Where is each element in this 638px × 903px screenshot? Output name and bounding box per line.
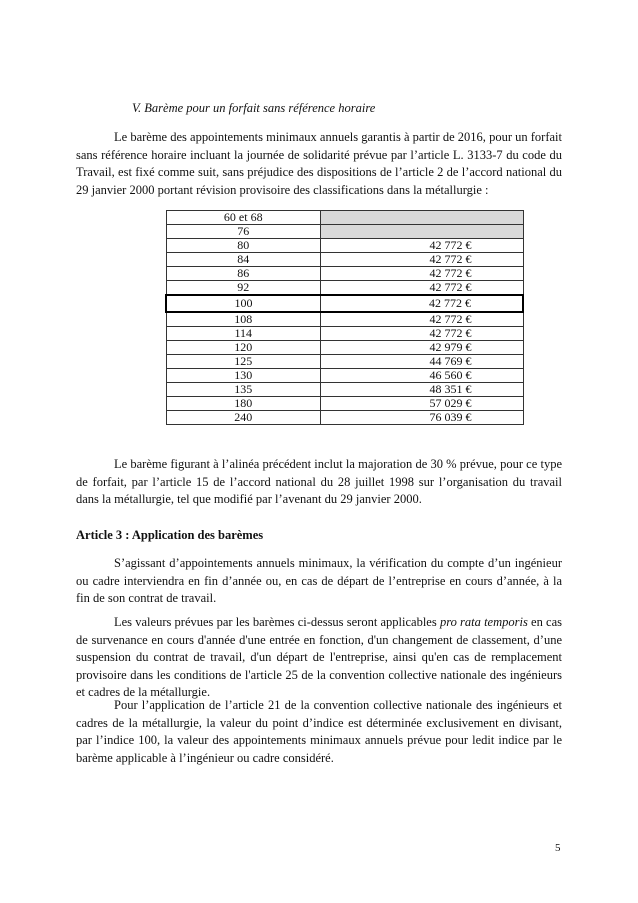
amount-cell	[321, 211, 524, 225]
index-cell: 76	[166, 225, 321, 239]
amount-cell: 42 979 €	[321, 341, 524, 355]
index-cell: 86	[166, 267, 321, 281]
amount-cell: 42 772 €	[321, 281, 524, 296]
article-paragraph-2	[76, 614, 562, 702]
page-number: 5	[555, 842, 561, 854]
index-cell: 108	[166, 312, 321, 327]
table-row	[166, 341, 523, 355]
table-row	[166, 281, 523, 296]
index-cell: 240	[166, 411, 321, 425]
intro-text: Le barème des appointements minimaux annuels garantis à partir de 2016, pour un forfait sans référence horaire incluant la journée de solidarité prévue par l’article L. 3133-7 du code du Travail, est fixé comme suit, sans préjudice des dispositions de l’article 2 de l’accord national du 29 janvier 2000 portant révision provisoire des classifications dans la métallurgie :	[76, 130, 562, 197]
index-cell: 60 et 68	[166, 211, 321, 225]
table-row	[166, 211, 523, 225]
majoration-paragraph	[76, 456, 562, 509]
index-cell: 120	[166, 341, 321, 355]
index-cell: 84	[166, 253, 321, 267]
table-row	[166, 267, 523, 281]
table-row-highlighted	[166, 295, 523, 312]
index-cell: 114	[166, 327, 321, 341]
table-row	[166, 312, 523, 327]
amount-cell: 42 772 €	[321, 253, 524, 267]
table-row	[166, 253, 523, 267]
table-row	[166, 225, 523, 239]
amount-cell: 42 772 €	[321, 327, 524, 341]
index-cell: 100	[166, 295, 321, 312]
article-p2-text-after: en cas de survenance en cours d'année d'une entrée en fonction, d'un changement de classement, d’une suspension du contrat de travail, d'un départ de l'entreprise, ainsi qu'en cas de remplacement provisoire dans les conditions de l'article 25 de la convention collective nationale des ingénieurs et cadres de la métallurgie.	[76, 615, 563, 699]
majoration-text: Le barème figurant à l’alinéa précédent inclut la majoration de 30 % prévue, pour ce type de forfait, par l’article 15 de l’accord national du 28 juillet 1998 sur l’organisation du travail dans la métallurgie, tel que modifié par l’avenant du 29 janvier 2000.	[76, 457, 562, 506]
article-p1-text: S’agissant d’appointements annuels minimaux, la vérification du compte d’un ingénieur ou cadre interviendra en fin d’année ou, en cas de départ de l’entreprise en cours d’année, à la fin de son contrat de travail.	[76, 556, 562, 605]
amount-cell: 46 560 €	[321, 369, 524, 383]
amount-cell: 76 039 €	[321, 411, 524, 425]
intro-paragraph	[76, 129, 562, 199]
article-title: Article 3 : Application des barèmes	[76, 528, 264, 542]
article-p2-text-before: Les valeurs prévues par les barèmes ci-dessus seront applicables	[114, 615, 440, 629]
index-cell: 125	[166, 355, 321, 369]
amount-cell	[321, 225, 524, 239]
amount-cell: 57 029 €	[321, 397, 524, 411]
amount-cell: 42 772 €	[321, 267, 524, 281]
amount-cell: 42 772 €	[321, 239, 524, 253]
table-row	[166, 397, 523, 411]
index-cell: 80	[166, 239, 321, 253]
article-p3-text: Pour l’application de l’article 21 de la convention collective nationale des ingénieurs et cadres de la métallurgie, la valeur du point d’indice est déterminée exclusivement en divisant, par l’indice 100, la valeur des appointements minimaux annuels prévue pour ledit indice par le barème applicable à l’ingénieur ou cadre considéré.	[76, 698, 562, 765]
section-heading: V. Barème pour un forfait sans référence horaire	[132, 101, 376, 115]
amount-cell: 48 351 €	[321, 383, 524, 397]
table-row	[166, 355, 523, 369]
index-cell: 135	[166, 383, 321, 397]
article-paragraph-3	[76, 697, 562, 767]
table-row	[166, 411, 523, 425]
index-cell: 180	[166, 397, 321, 411]
index-cell: 92	[166, 281, 321, 296]
amount-cell: 44 769 €	[321, 355, 524, 369]
article-paragraph-1	[76, 555, 562, 608]
amount-cell: 42 772 €	[321, 295, 524, 312]
amount-cell: 42 772 €	[321, 312, 524, 327]
salary-scale-table	[165, 210, 524, 425]
latin-phrase: pro rata temporis	[439, 615, 528, 629]
table-row	[166, 369, 523, 383]
index-cell: 130	[166, 369, 321, 383]
table-row	[166, 327, 523, 341]
table-row	[166, 239, 523, 253]
table-row	[166, 383, 523, 397]
